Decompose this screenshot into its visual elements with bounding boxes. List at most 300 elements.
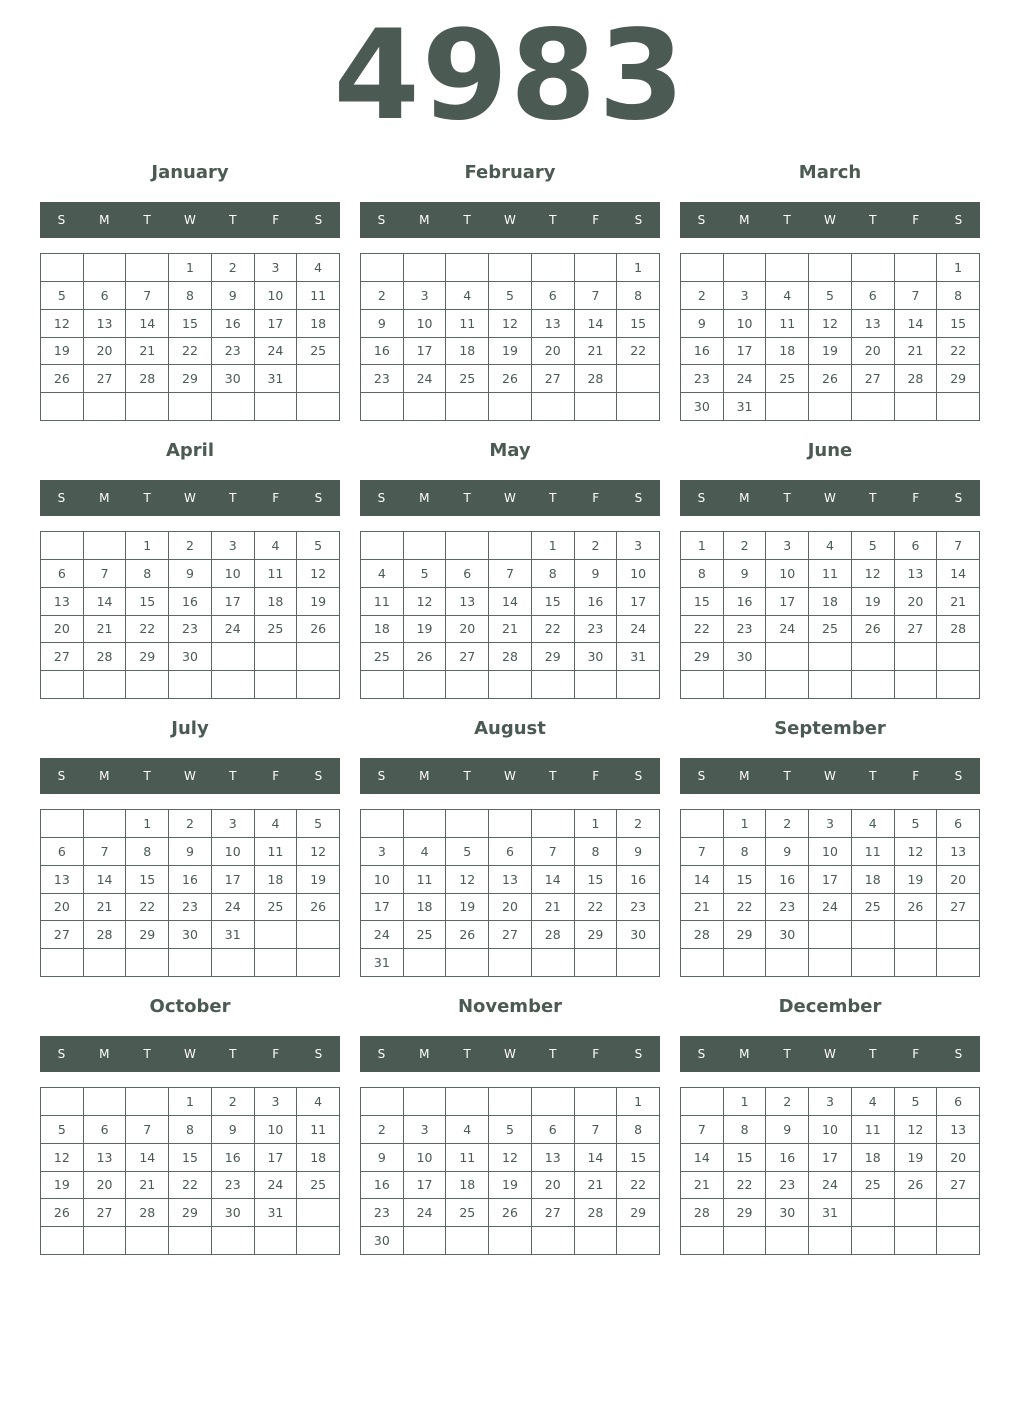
day-cell: 16 xyxy=(575,588,618,616)
day-cell: 25 xyxy=(446,365,489,393)
empty-cell xyxy=(489,671,532,699)
day-cell: 3 xyxy=(404,1116,447,1144)
day-cell: 2 xyxy=(724,532,767,560)
day-cell: 29 xyxy=(169,1199,212,1227)
day-cell: 22 xyxy=(532,616,575,644)
weekday-label: W xyxy=(184,213,196,227)
empty-cell xyxy=(297,643,340,671)
weekday-label: S xyxy=(57,769,66,783)
day-cell: 27 xyxy=(489,921,532,949)
empty-cell xyxy=(681,254,724,282)
day-cell: 31 xyxy=(255,365,298,393)
day-cell: 16 xyxy=(169,588,212,616)
day-cell: 6 xyxy=(532,282,575,310)
day-cell: 29 xyxy=(126,643,169,671)
day-cell: 8 xyxy=(617,1116,660,1144)
day-cell: 16 xyxy=(212,310,255,338)
day-cell: 13 xyxy=(446,588,489,616)
empty-cell xyxy=(617,671,660,699)
day-cell: 28 xyxy=(489,643,532,671)
day-cell: 23 xyxy=(212,338,255,366)
day-cell: 21 xyxy=(681,894,724,922)
day-cell: 27 xyxy=(84,365,127,393)
weekday-label: T xyxy=(783,491,791,505)
day-cell: 14 xyxy=(84,866,127,894)
day-cell: 12 xyxy=(41,1144,84,1172)
day-cell: 17 xyxy=(255,310,298,338)
day-cell: 24 xyxy=(255,1172,298,1200)
day-cell: 22 xyxy=(126,616,169,644)
empty-cell xyxy=(297,1227,340,1255)
weekday-label: S xyxy=(57,213,66,227)
empty-cell xyxy=(489,810,532,838)
day-cell: 4 xyxy=(404,838,447,866)
day-cell: 18 xyxy=(852,1144,895,1172)
empty-cell xyxy=(446,393,489,421)
day-cell: 21 xyxy=(937,588,980,616)
month-name: August xyxy=(474,718,546,739)
weekday-label: T xyxy=(549,491,557,505)
day-cell: 13 xyxy=(41,866,84,894)
day-cell: 14 xyxy=(489,588,532,616)
weekday-header xyxy=(360,202,660,238)
empty-cell xyxy=(446,532,489,560)
empty-cell xyxy=(895,1199,938,1227)
weekday-label: F xyxy=(912,1047,920,1061)
day-cell: 24 xyxy=(404,365,447,393)
weekday-label: S xyxy=(377,769,386,783)
day-cell: 24 xyxy=(766,616,809,644)
empty-cell xyxy=(532,949,575,977)
day-cell: 20 xyxy=(489,894,532,922)
day-cell: 12 xyxy=(297,560,340,588)
weekday-label: S xyxy=(634,213,643,227)
day-cell: 10 xyxy=(361,866,404,894)
empty-cell xyxy=(126,949,169,977)
empty-cell xyxy=(809,643,852,671)
empty-cell xyxy=(41,1227,84,1255)
day-cell: 20 xyxy=(532,1172,575,1200)
weekday-label: W xyxy=(824,1047,836,1061)
day-cell: 25 xyxy=(255,894,298,922)
weekday-label: T xyxy=(143,769,151,783)
empty-cell xyxy=(681,810,724,838)
weekday-header xyxy=(360,1036,660,1072)
day-cell: 24 xyxy=(617,616,660,644)
day-cell: 14 xyxy=(126,1144,169,1172)
empty-cell xyxy=(937,643,980,671)
weekday-label: T xyxy=(229,213,237,227)
empty-cell xyxy=(809,671,852,699)
day-cell: 3 xyxy=(766,532,809,560)
empty-cell xyxy=(41,949,84,977)
weekday-label: S xyxy=(57,491,66,505)
weekday-label: M xyxy=(419,491,430,505)
weekday-label: M xyxy=(739,491,750,505)
day-cell: 23 xyxy=(681,365,724,393)
empty-cell xyxy=(895,393,938,421)
day-cell: 4 xyxy=(297,1088,340,1116)
day-cell: 29 xyxy=(169,365,212,393)
day-cell: 5 xyxy=(852,532,895,560)
day-cell: 16 xyxy=(724,588,767,616)
day-cell: 6 xyxy=(41,838,84,866)
day-cell: 9 xyxy=(169,838,212,866)
empty-cell xyxy=(255,393,298,421)
day-cell: 20 xyxy=(41,894,84,922)
day-cell: 9 xyxy=(724,560,767,588)
day-cell: 18 xyxy=(297,1144,340,1172)
day-cell: 26 xyxy=(895,1172,938,1200)
day-cell: 5 xyxy=(895,1088,938,1116)
empty-cell xyxy=(446,949,489,977)
day-cell: 12 xyxy=(895,1116,938,1144)
empty-cell xyxy=(617,1227,660,1255)
empty-cell xyxy=(255,949,298,977)
day-cell: 10 xyxy=(255,282,298,310)
day-cell: 2 xyxy=(212,1088,255,1116)
day-cell: 21 xyxy=(489,616,532,644)
day-cell: 18 xyxy=(255,588,298,616)
day-cell: 11 xyxy=(766,310,809,338)
empty-cell xyxy=(212,1227,255,1255)
weekday-label: T xyxy=(143,213,151,227)
day-cell: 1 xyxy=(937,254,980,282)
day-cell: 16 xyxy=(169,866,212,894)
weekday-label: W xyxy=(824,769,836,783)
empty-cell xyxy=(895,671,938,699)
empty-cell xyxy=(404,254,447,282)
day-cell: 19 xyxy=(297,588,340,616)
day-cell: 21 xyxy=(575,1172,618,1200)
weekday-label: S xyxy=(634,491,643,505)
day-cell: 2 xyxy=(169,810,212,838)
day-cell: 8 xyxy=(575,838,618,866)
day-cell: 3 xyxy=(255,254,298,282)
day-cell: 30 xyxy=(169,643,212,671)
day-cell: 18 xyxy=(297,310,340,338)
empty-cell xyxy=(532,1227,575,1255)
day-cell: 8 xyxy=(126,838,169,866)
day-cell: 15 xyxy=(126,866,169,894)
weekday-label: T xyxy=(783,1047,791,1061)
weekday-label: T xyxy=(869,213,877,227)
weekday-label: S xyxy=(697,213,706,227)
day-cell: 18 xyxy=(809,588,852,616)
day-cell: 4 xyxy=(361,560,404,588)
empty-cell xyxy=(937,949,980,977)
day-cell: 9 xyxy=(766,1116,809,1144)
day-cell: 14 xyxy=(126,310,169,338)
empty-cell xyxy=(937,671,980,699)
day-cell: 6 xyxy=(84,1116,127,1144)
day-cell: 26 xyxy=(41,365,84,393)
weekday-label: F xyxy=(272,491,280,505)
weekday-label: F xyxy=(912,491,920,505)
day-cell: 10 xyxy=(255,1116,298,1144)
empty-cell xyxy=(255,1227,298,1255)
empty-cell xyxy=(532,393,575,421)
day-cell: 3 xyxy=(617,532,660,560)
weekday-label: S xyxy=(634,1047,643,1061)
empty-cell xyxy=(84,254,127,282)
day-cell: 30 xyxy=(766,921,809,949)
day-cell: 7 xyxy=(681,838,724,866)
day-cell: 6 xyxy=(532,1116,575,1144)
empty-cell xyxy=(361,810,404,838)
day-cell: 17 xyxy=(404,1172,447,1200)
empty-cell xyxy=(489,254,532,282)
day-cell: 5 xyxy=(297,810,340,838)
empty-cell xyxy=(297,1199,340,1227)
empty-cell xyxy=(895,949,938,977)
empty-cell xyxy=(575,671,618,699)
day-cell: 5 xyxy=(41,282,84,310)
day-cell: 14 xyxy=(681,866,724,894)
empty-cell xyxy=(766,393,809,421)
day-cell: 1 xyxy=(724,1088,767,1116)
day-cell: 25 xyxy=(766,365,809,393)
empty-cell xyxy=(724,1227,767,1255)
day-cell: 20 xyxy=(84,1172,127,1200)
day-cell: 8 xyxy=(724,838,767,866)
day-cell: 31 xyxy=(617,643,660,671)
day-cell: 9 xyxy=(212,1116,255,1144)
day-cell: 21 xyxy=(532,894,575,922)
day-grid xyxy=(360,1087,660,1255)
weekday-label: M xyxy=(99,491,110,505)
day-cell: 7 xyxy=(532,838,575,866)
empty-cell xyxy=(489,532,532,560)
empty-cell xyxy=(852,1227,895,1255)
day-cell: 2 xyxy=(681,282,724,310)
day-cell: 2 xyxy=(212,254,255,282)
day-cell: 15 xyxy=(169,310,212,338)
day-cell: 8 xyxy=(724,1116,767,1144)
day-cell: 21 xyxy=(575,338,618,366)
day-cell: 13 xyxy=(489,866,532,894)
day-cell: 11 xyxy=(446,1144,489,1172)
day-cell: 3 xyxy=(361,838,404,866)
empty-cell xyxy=(766,949,809,977)
day-cell: 20 xyxy=(41,616,84,644)
day-cell: 19 xyxy=(809,338,852,366)
weekday-label: F xyxy=(272,769,280,783)
day-cell: 6 xyxy=(852,282,895,310)
day-cell: 15 xyxy=(617,1144,660,1172)
empty-cell xyxy=(446,254,489,282)
day-cell: 9 xyxy=(766,838,809,866)
day-cell: 14 xyxy=(532,866,575,894)
day-cell: 26 xyxy=(297,894,340,922)
weekday-label: T xyxy=(783,769,791,783)
day-cell: 10 xyxy=(724,310,767,338)
weekday-label: F xyxy=(912,213,920,227)
empty-cell xyxy=(446,810,489,838)
empty-cell xyxy=(404,1227,447,1255)
weekday-header xyxy=(40,480,340,516)
weekday-label: T xyxy=(143,1047,151,1061)
day-cell: 21 xyxy=(895,338,938,366)
weekday-label: T xyxy=(229,769,237,783)
day-cell: 10 xyxy=(809,838,852,866)
weekday-label: T xyxy=(463,1047,471,1061)
empty-cell xyxy=(809,254,852,282)
day-cell: 22 xyxy=(937,338,980,366)
day-cell: 27 xyxy=(41,643,84,671)
day-cell: 8 xyxy=(169,282,212,310)
day-cell: 12 xyxy=(297,838,340,866)
empty-cell xyxy=(41,671,84,699)
day-cell: 3 xyxy=(212,810,255,838)
day-cell: 30 xyxy=(361,1227,404,1255)
day-cell: 29 xyxy=(937,365,980,393)
day-cell: 9 xyxy=(681,310,724,338)
day-grid xyxy=(40,809,340,977)
day-cell: 31 xyxy=(809,1199,852,1227)
weekday-label: T xyxy=(783,213,791,227)
empty-cell xyxy=(84,949,127,977)
day-grid xyxy=(680,253,980,421)
day-cell: 9 xyxy=(617,838,660,866)
weekday-label: M xyxy=(99,1047,110,1061)
day-cell: 1 xyxy=(126,532,169,560)
day-cell: 20 xyxy=(937,866,980,894)
empty-cell xyxy=(84,810,127,838)
weekday-header xyxy=(360,480,660,516)
day-cell: 4 xyxy=(255,532,298,560)
empty-cell xyxy=(297,921,340,949)
day-cell: 24 xyxy=(809,1172,852,1200)
day-cell: 12 xyxy=(404,588,447,616)
day-cell: 13 xyxy=(84,1144,127,1172)
weekday-label: M xyxy=(419,1047,430,1061)
day-cell: 6 xyxy=(895,532,938,560)
empty-cell xyxy=(681,671,724,699)
weekday-label: M xyxy=(419,769,430,783)
day-cell: 25 xyxy=(852,894,895,922)
day-cell: 26 xyxy=(41,1199,84,1227)
day-cell: 8 xyxy=(681,560,724,588)
weekday-label: T xyxy=(549,769,557,783)
day-cell: 22 xyxy=(575,894,618,922)
day-cell: 11 xyxy=(446,310,489,338)
weekday-label: M xyxy=(739,213,750,227)
day-cell: 11 xyxy=(404,866,447,894)
day-cell: 17 xyxy=(212,588,255,616)
empty-cell xyxy=(852,254,895,282)
day-cell: 3 xyxy=(809,1088,852,1116)
day-cell: 9 xyxy=(361,1144,404,1172)
empty-cell xyxy=(404,393,447,421)
day-cell: 19 xyxy=(489,338,532,366)
day-cell: 17 xyxy=(617,588,660,616)
day-cell: 2 xyxy=(361,282,404,310)
day-cell: 4 xyxy=(809,532,852,560)
empty-cell xyxy=(575,254,618,282)
day-cell: 8 xyxy=(617,282,660,310)
day-cell: 20 xyxy=(852,338,895,366)
day-cell: 24 xyxy=(212,894,255,922)
day-cell: 11 xyxy=(255,560,298,588)
day-cell: 22 xyxy=(681,616,724,644)
day-cell: 23 xyxy=(212,1172,255,1200)
day-cell: 7 xyxy=(681,1116,724,1144)
weekday-label: M xyxy=(99,769,110,783)
day-cell: 23 xyxy=(766,894,809,922)
day-cell: 3 xyxy=(255,1088,298,1116)
day-cell: 17 xyxy=(809,866,852,894)
weekday-label: F xyxy=(272,213,280,227)
weekday-label: S xyxy=(697,769,706,783)
day-cell: 23 xyxy=(361,1199,404,1227)
day-cell: 13 xyxy=(937,1116,980,1144)
day-cell: 6 xyxy=(84,282,127,310)
empty-cell xyxy=(852,643,895,671)
day-cell: 10 xyxy=(404,1144,447,1172)
empty-cell xyxy=(126,1227,169,1255)
empty-cell xyxy=(404,1088,447,1116)
day-cell: 5 xyxy=(41,1116,84,1144)
weekday-label: M xyxy=(99,213,110,227)
day-cell: 22 xyxy=(169,338,212,366)
weekday-label: T xyxy=(549,213,557,227)
empty-cell xyxy=(489,1088,532,1116)
day-cell: 6 xyxy=(41,560,84,588)
day-cell: 28 xyxy=(937,616,980,644)
day-cell: 24 xyxy=(212,616,255,644)
day-grid xyxy=(360,809,660,977)
day-cell: 9 xyxy=(169,560,212,588)
day-cell: 11 xyxy=(852,838,895,866)
day-cell: 7 xyxy=(575,282,618,310)
empty-cell xyxy=(126,671,169,699)
day-cell: 7 xyxy=(489,560,532,588)
weekday-label: W xyxy=(504,769,516,783)
empty-cell xyxy=(446,671,489,699)
day-cell: 19 xyxy=(41,1172,84,1200)
day-cell: 25 xyxy=(446,1199,489,1227)
day-cell: 18 xyxy=(361,616,404,644)
day-cell: 29 xyxy=(724,1199,767,1227)
day-cell: 31 xyxy=(212,921,255,949)
empty-cell xyxy=(84,1088,127,1116)
weekday-label: W xyxy=(184,1047,196,1061)
day-cell: 5 xyxy=(446,838,489,866)
empty-cell xyxy=(852,1199,895,1227)
weekday-label: T xyxy=(463,769,471,783)
day-cell: 27 xyxy=(852,365,895,393)
day-cell: 20 xyxy=(446,616,489,644)
empty-cell xyxy=(404,532,447,560)
empty-cell xyxy=(212,393,255,421)
day-cell: 14 xyxy=(937,560,980,588)
weekday-label: F xyxy=(912,769,920,783)
day-cell: 23 xyxy=(575,616,618,644)
day-cell: 12 xyxy=(489,310,532,338)
day-cell: 1 xyxy=(617,1088,660,1116)
day-cell: 24 xyxy=(361,921,404,949)
day-cell: 27 xyxy=(895,616,938,644)
empty-cell xyxy=(169,1227,212,1255)
day-cell: 21 xyxy=(681,1172,724,1200)
empty-cell xyxy=(895,1227,938,1255)
day-cell: 8 xyxy=(169,1116,212,1144)
day-cell: 4 xyxy=(766,282,809,310)
day-cell: 20 xyxy=(895,588,938,616)
day-cell: 18 xyxy=(446,338,489,366)
day-cell: 9 xyxy=(361,310,404,338)
